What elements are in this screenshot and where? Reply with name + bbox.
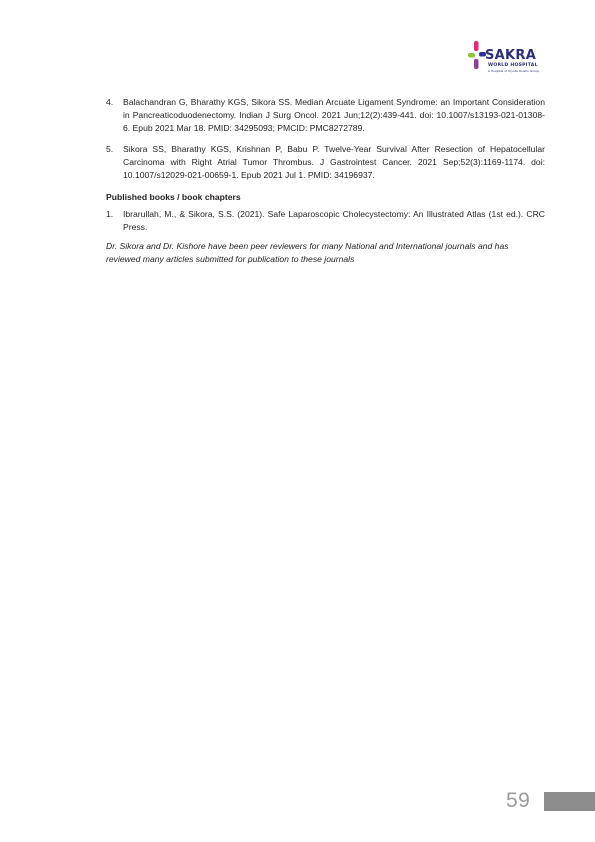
book-text: Ibrarullah, M., & Sikora, S.S. (2021). Safe Laparoscopic Cholecystectomy: An Illustrated Atlas (1st ed.). CRC Press.: [123, 208, 545, 232]
books-section-title: Published books / book chapters: [106, 191, 241, 202]
reference-text: Balachandran G, Bharathy KGS, Sikora SS. Median Arcuate Ligament Syndrome: an Important Consideration in Pancreaticoduodenectomy. Indian J Surg Oncol. 2021 Jun;12(2):439-441. doi: 10.1007/s13193-021-01308-6. Epub 2021 Mar 18. PMID: 34295093; PMCID: PMC8272789.: [123, 97, 545, 134]
footer-bar: [544, 792, 595, 811]
book-number: 1.: [106, 208, 114, 219]
peer-reviewer-note: Dr. Sikora and Dr. Kishore have been peer reviewers for many National and International journals and has reviewed many articles submitted for publication to these journals: [106, 240, 509, 264]
page-number: 59: [506, 789, 531, 812]
reference-item-4: [106, 96, 545, 135]
logo-name: SAKRA: [485, 48, 537, 63]
logo-tagline: A Hospital of Toyota Tsusho Group: [488, 69, 539, 73]
logo-subtitle: WORLD HOSPITAL: [488, 63, 538, 68]
sakra-logo: [468, 40, 544, 80]
reference-item-5: [106, 143, 545, 182]
page-content: [106, 96, 545, 266]
reference-number: 4.: [106, 97, 114, 107]
book-item-1: [106, 208, 545, 234]
reference-text: Sikora SS, Bharathy KGS, Krishnan P, Babu P. Twelve-Year Survival After Resection of Hepatocellular Carcinoma with Right Atrial Tumor Thrombus. J Gastrointest Cancer. 2021 Sep;52(3):1169-1174. doi: 10.1007/s12029-021-00659-1. Epub 2021 Jul 1. PMID: 34196937.: [123, 144, 545, 181]
reference-number: 5.: [106, 144, 114, 155]
